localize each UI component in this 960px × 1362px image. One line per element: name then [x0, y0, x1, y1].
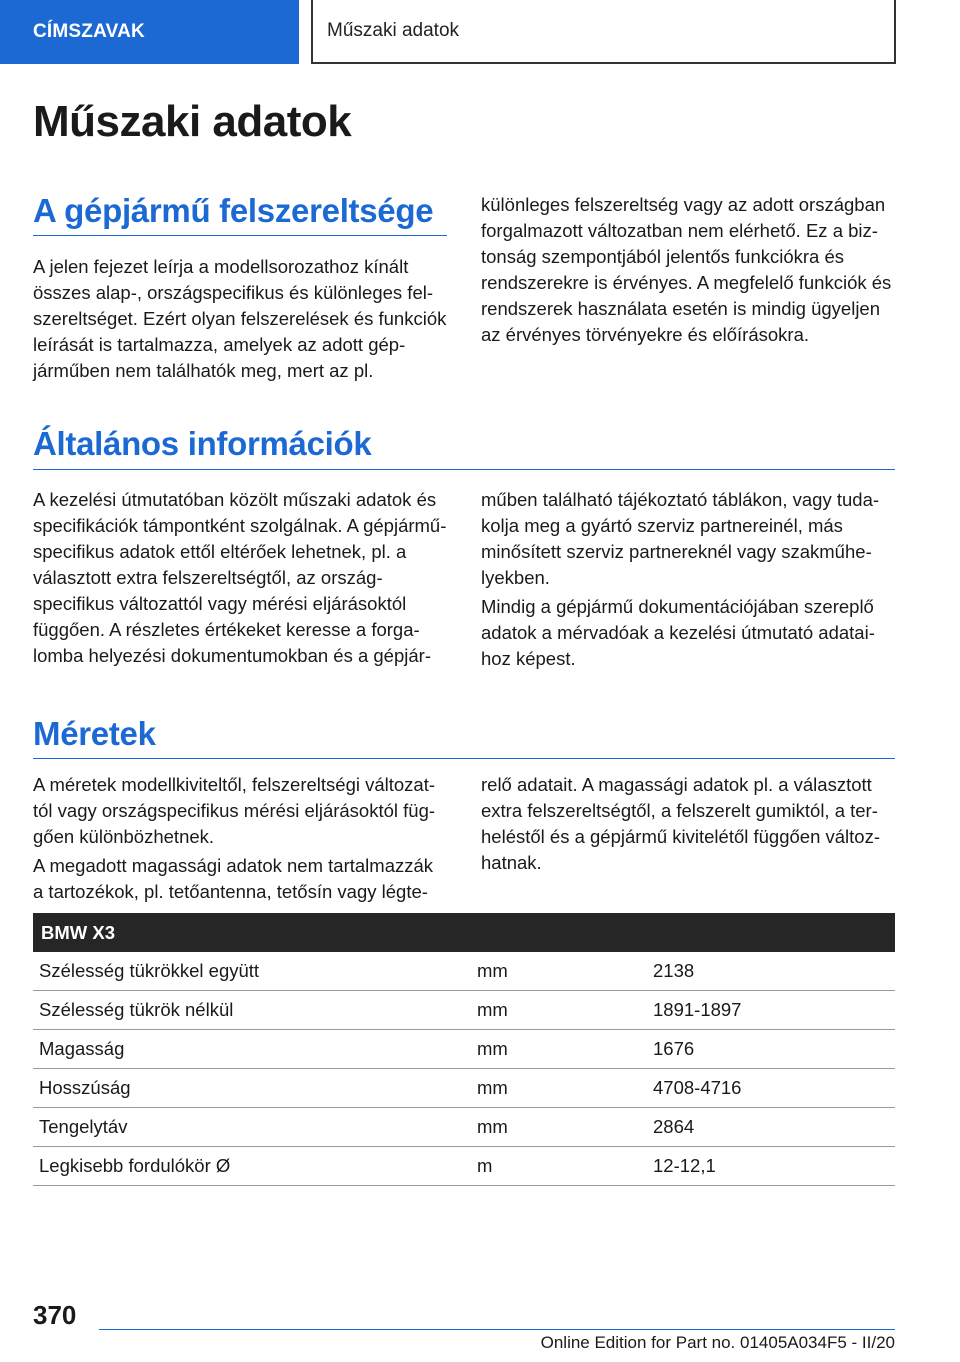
- breadcrumb: Műszaki adatok: [311, 0, 896, 64]
- row-value: 12-12,1: [647, 1147, 895, 1186]
- row-label: Szélesség tükrök nélkül: [33, 991, 471, 1030]
- edition-footer: Online Edition for Part no. 01405A034F5 - II/20: [540, 1333, 895, 1352]
- paragraph: műben található tájékoztató táblákon, vagy tudakolja meg a gyártó szerviz partnereinél, más minősített szerviz partnereknél vagy szakműhelyekben.: [481, 489, 880, 588]
- section-rule: [33, 469, 895, 470]
- table-row: [33, 1069, 895, 1108]
- page-number: 370: [33, 1300, 77, 1330]
- row-value: 1891-1897: [647, 991, 895, 1030]
- section-heading-general: Általános információk: [33, 425, 372, 462]
- paragraph: relő adatait. A magassági adatok pl. a választott extra felszereltségtől, a felszerelt gumiktól, a terheléstől és a gépjármű kivitelétől függően változhatnak.: [481, 774, 881, 873]
- row-unit: mm: [471, 1030, 647, 1069]
- section-rule: [33, 235, 447, 236]
- row-value: 1676: [647, 1030, 895, 1069]
- row-unit: mm: [471, 1069, 647, 1108]
- row-value: 2864: [647, 1108, 895, 1147]
- row-value: 2138: [647, 952, 895, 991]
- table-row: [33, 1108, 895, 1147]
- section-heading-equipment: A gépjármű felszereltsége: [33, 192, 434, 229]
- row-label: Szélesség tükrökkel együtt: [33, 952, 471, 991]
- row-unit: mm: [471, 1108, 647, 1147]
- table-row: [33, 952, 895, 991]
- row-label: Legkisebb fordulókör Ø: [33, 1147, 471, 1186]
- row-unit: mm: [471, 952, 647, 991]
- row-value: 4708-4716: [647, 1069, 895, 1108]
- row-unit: mm: [471, 991, 647, 1030]
- table-row: [33, 1030, 895, 1069]
- page-title: Műszaki adatok: [33, 97, 352, 146]
- table-row: [33, 1147, 895, 1186]
- paragraph: A jelen fejezet leírja a modellsorozathoz kínált összes alap-, országspecifikus és különleges felszereltséget. Ezért olyan felszerelések és funkciók leírását is tartalmazza, amelyek az adott gépjárműben nem találhatók meg, mert az pl.: [33, 256, 447, 381]
- row-label: Magasság: [33, 1030, 471, 1069]
- section-heading-dimensions: Méretek: [33, 715, 156, 752]
- dimensions-table: [33, 913, 895, 1186]
- paragraph: A megadott magassági adatok nem tartalmazzák a tartozékok, pl. tetőantenna, tetősín vagy légte-: [33, 855, 434, 902]
- paragraph: Mindig a gépjármű dokumentációjában szereplő adatok a mérvadóak a kezelési útmutató adataihoz képest.: [481, 596, 875, 669]
- row-label: Tengelytáv: [33, 1108, 471, 1147]
- nav-tab-keywords[interactable]: CÍMSZAVAK: [0, 0, 299, 64]
- paragraph: A méretek modellkiviteltől, felszereltségi változattól vagy országspecifikus mérési eljárásoktól függően különbözhetnek.: [33, 774, 436, 847]
- footer-rule: [99, 1329, 895, 1330]
- paragraph: különleges felszereltség vagy az adott országban forgalmazott változatban nem elérhető. Ez a biztonság szempontjából jelentős funkciókra és rendszerekre is érvényes. A megfelelő funkciók és rendszerek használata esetén is mindig ügyeljen az érvényes törvényekre és előírásokra.: [481, 194, 892, 345]
- paragraph: A kezelési útmutatóban közölt műszaki adatok és specifikációk támpontként szolgálnak. A gépjármű-specifikus adatok ettől eltérőek lehetnek, pl. a választott extra felszereltségtől, az országspecifikus változattól vagy mérési eljárásoktól függően. A részletes értékeket keresse a forgalomba helyezési dokumentumokban és a gépjár-: [33, 489, 447, 666]
- table-header-row: [33, 913, 895, 952]
- table-row: [33, 991, 895, 1030]
- table-header: BMW X3: [33, 913, 895, 952]
- row-unit: m: [471, 1147, 647, 1186]
- section-rule: [33, 758, 895, 759]
- row-label: Hosszúság: [33, 1069, 471, 1108]
